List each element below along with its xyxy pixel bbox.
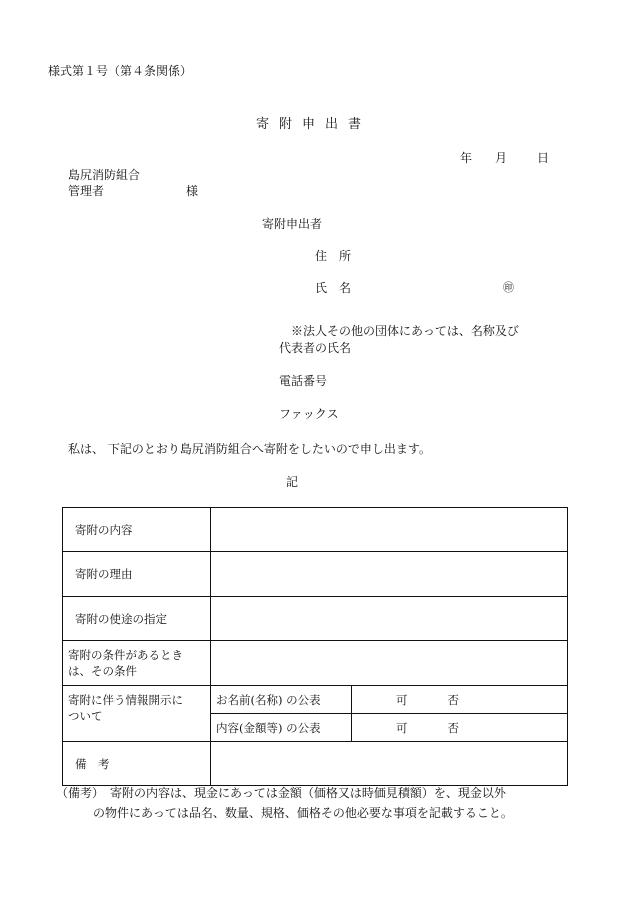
form-number: 様式第１号（第４条関係） [48,64,193,78]
usage-label: 寄附の使途の指定 [63,597,211,641]
corporate-note-line2: 代表者の氏名 [279,341,352,355]
table-row [63,508,568,552]
conditions-label-line2: は、その条件 [68,664,137,678]
footnote-line1: （備考） 寄附の内容は、現金にあっては金額（価格又は時価見積額）を、現金以外 [56,786,506,800]
no-option[interactable]: 否 [447,720,459,735]
disclosure-label-line2: ついて [68,709,103,723]
reason-field[interactable] [211,552,568,597]
disclosure-amount-choice[interactable] [352,714,568,742]
seal-mark: ㊞ [503,281,514,294]
recipient-org: 島尻消防組合 [68,168,141,182]
conditions-label [63,641,211,686]
applicant-heading: 寄附申出者 [262,217,323,231]
disclosure-name-label: お名前(名称) の公表 [211,686,352,714]
ki-label: 記 [286,475,299,489]
table-row [63,552,568,597]
usage-field[interactable] [211,597,568,641]
table-row [63,641,568,686]
table-row [63,597,568,641]
remarks-field[interactable] [211,742,568,786]
yes-option[interactable]: 可 [396,692,408,707]
statement: 私は、 下記のとおり島尻消防組合へ寄附をしたいので申し出ます。 [68,442,431,456]
content-label: 寄附の内容 [63,508,211,552]
conditions-field[interactable] [211,641,568,686]
conditions-label-line1: 寄附の条件があるとき [68,648,183,662]
disclosure-name-choice[interactable] [352,686,568,714]
date-day-label: 日 [537,151,550,165]
corporate-note-line1: ※法人その他の団体にあっては、名称及び [291,324,519,338]
recipient-role: 管理者 [68,184,105,198]
reason-label: 寄附の理由 [63,552,211,597]
address-label: 住 所 [315,249,352,263]
disclosure-amount-label: 内容(金額等) の公表 [211,714,352,742]
date-year-label: 年 [460,151,473,165]
name-label: 氏 名 [315,281,352,295]
disclosure-label-line1: 寄附に伴う情報開示に [68,693,183,707]
no-option[interactable]: 否 [447,692,459,707]
yes-option[interactable]: 可 [396,720,408,735]
remarks-label: 備 考 [63,742,211,786]
disclosure-label [63,686,211,742]
date-month-label: 月 [495,151,508,165]
footnote-line2: の物件にあっては品名、数量、規格、価格その他必要な事項を記載すること。 [93,806,513,820]
fax-label: ファックス [279,407,339,421]
table-row [63,742,568,786]
phone-label: 電話番号 [279,374,328,388]
donation-form-table [62,507,568,786]
recipient-honorific: 様 [186,184,199,198]
table-row [63,686,568,714]
document-title: 寄附申出書 [256,117,372,132]
content-field[interactable] [211,508,568,552]
